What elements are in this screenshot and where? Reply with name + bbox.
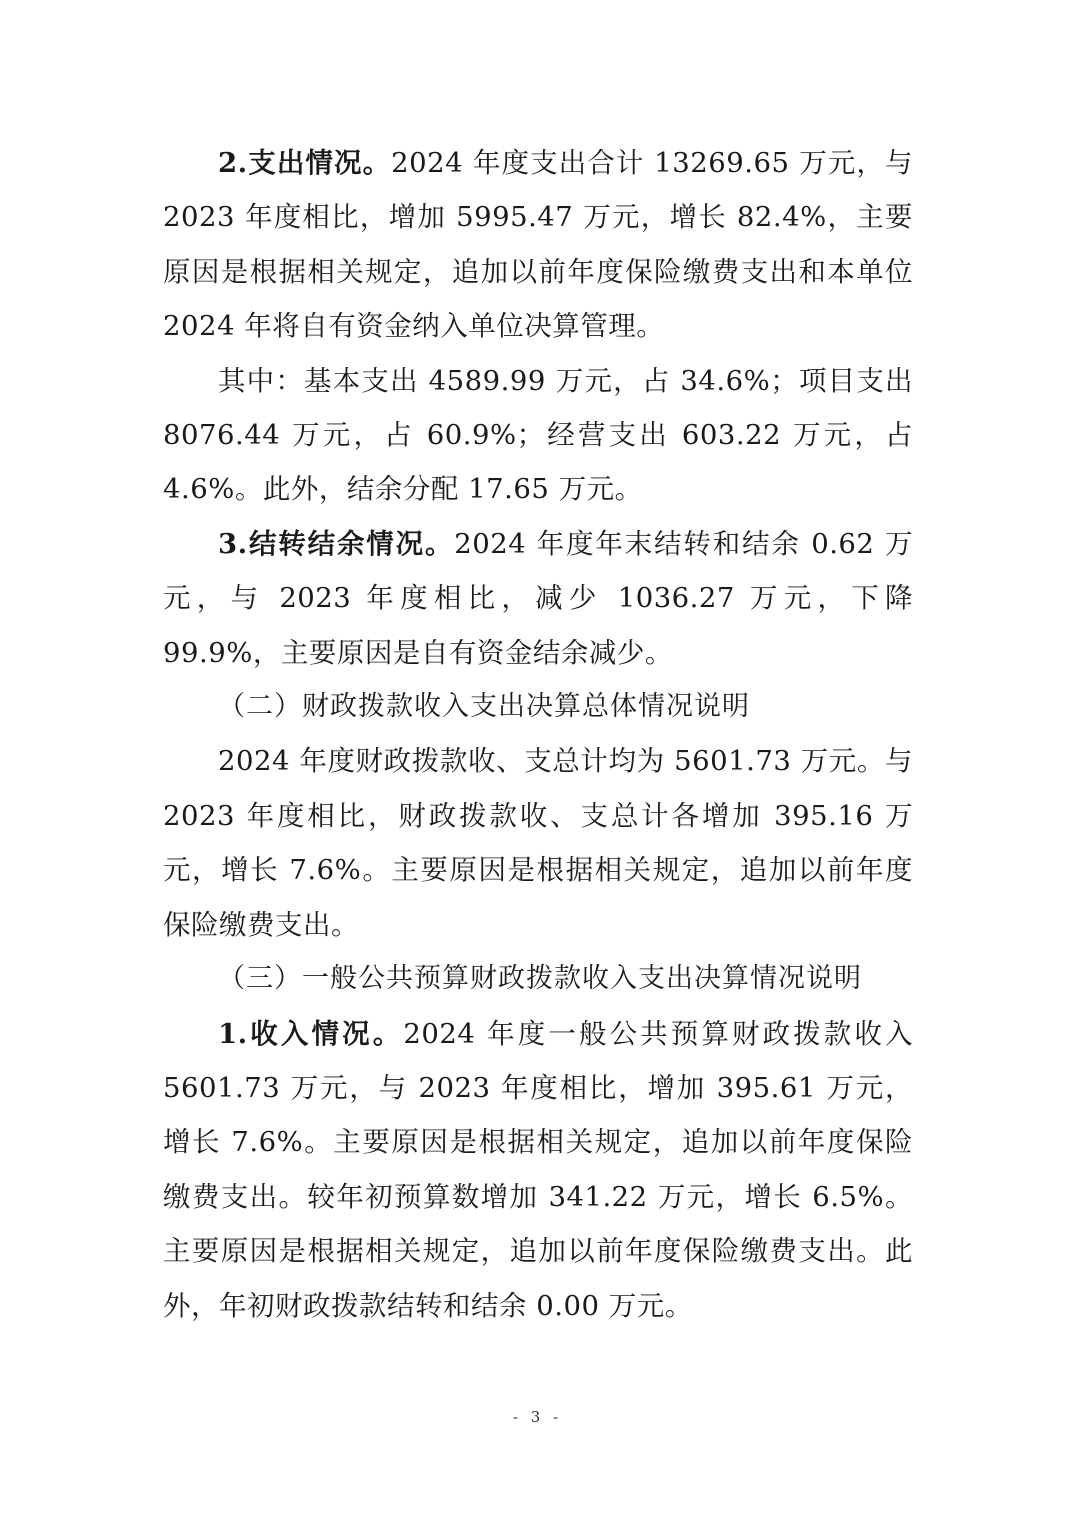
carryover-lead: 3.结转结余情况。 xyxy=(218,527,455,560)
income-body: 2024 年度一般公共预算财政拨款收入 5601.73 万元，与 2023 年度相比，增加 395.61 万元，增长 7.6%。主要原因是根据相关规定，追加以前年度保险缴费支出。较年初预算数增加 341.22 万元，增长 6.5%。主要原因是根据相关规定，追加以前年度保险缴费支出。此外，年初财政拨款结转和结余 0.00 万元。 xyxy=(163,1017,913,1322)
page-number: - 3 - xyxy=(512,1408,563,1426)
income-paragraph xyxy=(163,1007,913,1333)
expense-breakdown-paragraph: 其中：基本支出 4589.99 万元，占 34.6%；项目支出 8076.44 万元，占 60.9%；经营支出 603.22 万元，占 4.6%。此外，结余分配 17.65 万元。 xyxy=(163,364,913,506)
expense-paragraph xyxy=(163,136,913,354)
document-page xyxy=(163,136,913,1333)
section3-heading: （三）一般公共预算财政拨款收入支出决算情况说明 xyxy=(218,963,862,995)
expense-body: 2024 年度支出合计 13269.65 万元，与 2023 年度相比，增加 5995.47 万元，增长 82.4%，主要原因是根据相关规定，追加以前年度保险缴费支出和本单位 2024 年将自有资金纳入单位决算管理。 xyxy=(163,147,913,343)
section2-heading: （二）财政拨款收入支出决算总体情况说明 xyxy=(218,691,750,723)
carryover-paragraph xyxy=(163,517,913,680)
carryover-body: 2024 年度年末结转和结余 0.62 万元，与 2023 年度相比，减少 1036.27 万元，下降 99.9%，主要原因是自有资金结余减少。 xyxy=(163,527,913,669)
expense-lead: 2.支出情况。 xyxy=(218,147,392,179)
section2-paragraph: 2024 年度财政拨款收、支总计均为 5601.73 万元。与 2023 年度相比，财政拨款收、支总计各增加 395.16 万元，增长 7.6%。主要原因是根据相关规定，追加以前年度保险缴费支出。 xyxy=(163,745,913,941)
income-lead: 1.收入情况。 xyxy=(218,1017,404,1050)
